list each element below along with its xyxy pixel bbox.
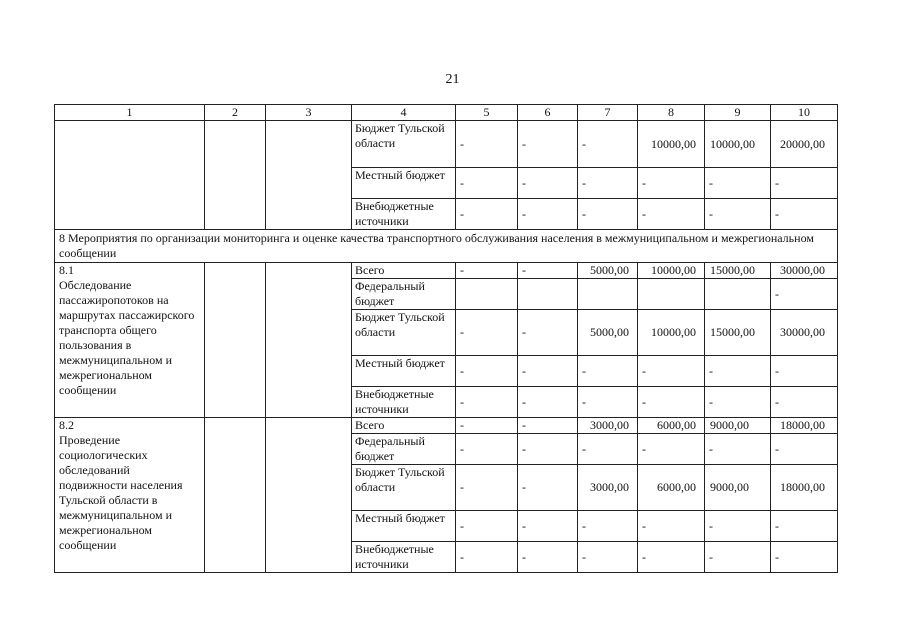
value-cell: - — [578, 434, 638, 465]
value-cell — [456, 279, 518, 310]
value-cell: - — [518, 465, 578, 511]
section-title: 8 Мероприятия по организации мониторинга и оценке качества транспортного обслуживания населения в межмуниципальном и межрегиональном сообщении — [55, 230, 838, 263]
value-cell: - — [705, 387, 771, 418]
value-cell: - — [638, 199, 705, 230]
value-cell: - — [456, 465, 518, 511]
source-label: Бюджет Тульской области — [352, 310, 456, 356]
value-cell: - — [456, 168, 518, 199]
value-cell: - — [705, 356, 771, 387]
table-row — [55, 263, 838, 279]
source-label: Местный бюджет — [352, 511, 456, 542]
value-cell: - — [518, 434, 578, 465]
value-cell: - — [771, 511, 838, 542]
value-cell: - — [771, 356, 838, 387]
value-cell: 10000,00 — [638, 263, 705, 279]
empty-cell — [55, 121, 205, 230]
value-cell: - — [456, 387, 518, 418]
value-cell: - — [456, 542, 518, 573]
header-cell: 10 — [771, 105, 838, 121]
item-number: 8.2 — [59, 418, 74, 432]
value-cell: - — [638, 356, 705, 387]
value-cell: 9000,00 — [705, 465, 771, 511]
value-cell: - — [518, 310, 578, 356]
header-cell: 2 — [205, 105, 266, 121]
value-cell: 10000,00 — [705, 121, 771, 168]
value-cell: - — [705, 168, 771, 199]
value-cell: 30000,00 — [771, 263, 838, 279]
value-cell: 5000,00 — [578, 263, 638, 279]
value-cell: - — [518, 263, 578, 279]
value-cell: - — [705, 542, 771, 573]
value-cell: - — [518, 356, 578, 387]
value-cell: - — [578, 511, 638, 542]
value-cell: 15000,00 — [705, 263, 771, 279]
empty-cell — [266, 418, 352, 573]
value-cell: 3000,00 — [578, 465, 638, 511]
value-cell: 10000,00 — [638, 121, 705, 168]
value-cell: 15000,00 — [705, 310, 771, 356]
page-number: 21 — [445, 72, 460, 87]
value-cell: 18000,00 — [771, 418, 838, 434]
source-label: Внебюджетные источники — [352, 199, 456, 230]
item-title: Проведение социологических обследований подвижности населения Тульской области в межмуниципальном и межрегиональном сообщении — [59, 433, 183, 552]
empty-cell — [266, 263, 352, 418]
header-cell: 3 — [266, 105, 352, 121]
value-cell: - — [638, 434, 705, 465]
value-cell: - — [578, 542, 638, 573]
value-cell: - — [705, 434, 771, 465]
item-description — [55, 418, 205, 573]
value-cell: - — [518, 418, 578, 434]
value-cell: - — [456, 121, 518, 168]
source-label: Федеральный бюджет — [352, 279, 456, 310]
empty-cell — [266, 121, 352, 230]
value-cell: - — [771, 434, 838, 465]
empty-cell — [205, 263, 266, 418]
value-cell: - — [771, 199, 838, 230]
value-cell: - — [578, 168, 638, 199]
value-cell: - — [771, 387, 838, 418]
value-cell: 9000,00 — [705, 418, 771, 434]
source-label: Внебюджетные источники — [352, 542, 456, 573]
value-cell: 6000,00 — [638, 465, 705, 511]
header-cell: 1 — [55, 105, 205, 121]
value-cell: - — [578, 356, 638, 387]
value-cell — [578, 279, 638, 310]
value-cell: - — [578, 121, 638, 168]
value-cell: - — [638, 542, 705, 573]
source-label: Всего — [352, 418, 456, 434]
value-cell: - — [578, 199, 638, 230]
value-cell: 10000,00 — [638, 310, 705, 356]
value-cell: 3000,00 — [578, 418, 638, 434]
section-row — [55, 230, 838, 263]
value-cell: - — [638, 168, 705, 199]
source-label: Бюджет Тульской области — [352, 465, 456, 511]
empty-cell — [205, 418, 266, 573]
table-row — [55, 418, 838, 434]
value-cell: 6000,00 — [638, 418, 705, 434]
value-cell: - — [518, 168, 578, 199]
header-cell: 5 — [456, 105, 518, 121]
value-cell: - — [456, 199, 518, 230]
value-cell: - — [456, 434, 518, 465]
funding-table — [54, 104, 838, 573]
value-cell: - — [456, 310, 518, 356]
source-label: Местный бюджет — [352, 356, 456, 387]
header-row — [55, 105, 838, 121]
value-cell: - — [705, 199, 771, 230]
item-number: 8.1 — [59, 263, 74, 277]
source-label: Федеральный бюджет — [352, 434, 456, 465]
source-label: Бюджет Тульской области — [352, 121, 456, 168]
value-cell: 20000,00 — [771, 121, 838, 168]
source-label: Всего — [352, 263, 456, 279]
header-cell: 9 — [705, 105, 771, 121]
value-cell: - — [771, 168, 838, 199]
value-cell — [638, 279, 705, 310]
header-cell: 8 — [638, 105, 705, 121]
value-cell: - — [638, 387, 705, 418]
value-cell — [518, 279, 578, 310]
value-cell: - — [518, 387, 578, 418]
header-cell: 6 — [518, 105, 578, 121]
value-cell: - — [456, 263, 518, 279]
value-cell: 5000,00 — [578, 310, 638, 356]
header-cell: 4 — [352, 105, 456, 121]
value-cell: - — [456, 511, 518, 542]
value-cell: - — [578, 387, 638, 418]
value-cell: - — [705, 511, 771, 542]
value-cell: - — [518, 121, 578, 168]
value-cell: - — [518, 199, 578, 230]
value-cell — [705, 279, 771, 310]
item-description — [55, 263, 205, 418]
value-cell: - — [456, 356, 518, 387]
empty-cell — [205, 121, 266, 230]
value-cell: - — [638, 511, 705, 542]
value-cell: 18000,00 — [771, 465, 838, 511]
source-label: Внебюджетные источники — [352, 387, 456, 418]
value-cell: 30000,00 — [771, 310, 838, 356]
source-label: Местный бюджет — [352, 168, 456, 199]
value-cell: - — [771, 542, 838, 573]
value-cell: - — [518, 511, 578, 542]
table-row — [55, 121, 838, 168]
value-cell: - — [771, 279, 838, 310]
item-title: Обследование пассажиропотоков на маршрутах пассажирского транспорта общего пользования в межмуниципальном и межрегиональном сообщении — [59, 278, 195, 397]
value-cell: - — [456, 418, 518, 434]
header-cell: 7 — [578, 105, 638, 121]
value-cell: - — [518, 542, 578, 573]
